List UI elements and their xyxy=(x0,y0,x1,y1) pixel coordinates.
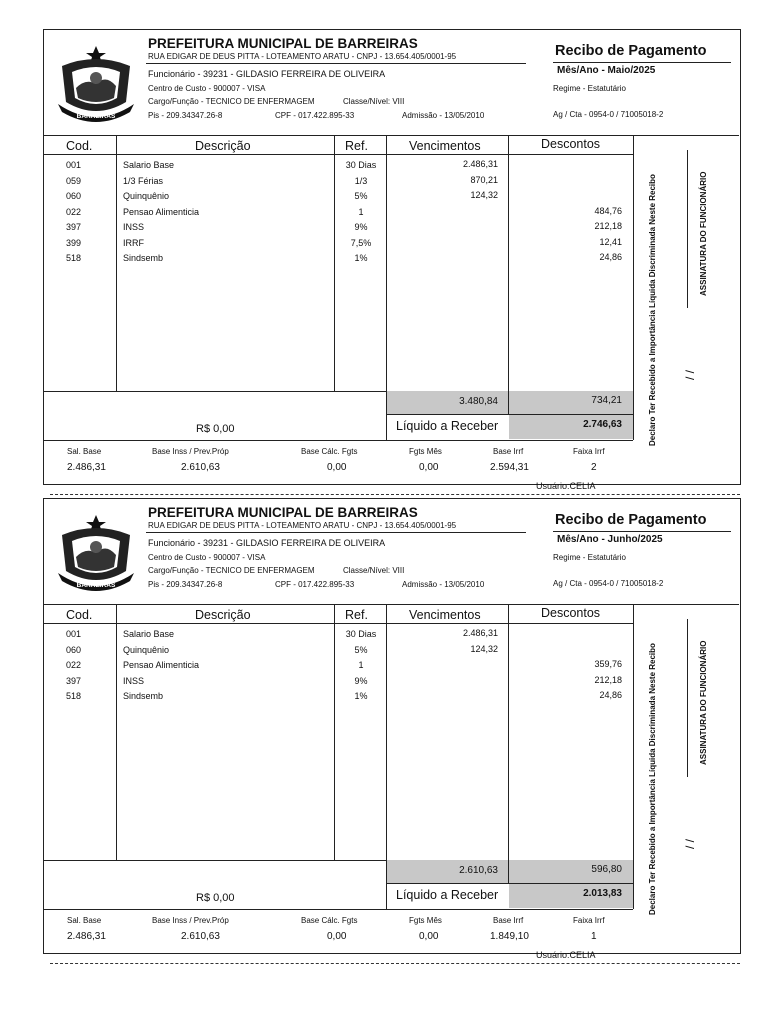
regime: Regime - Estatutário xyxy=(553,553,626,562)
row-cod: 059 xyxy=(66,175,82,186)
base-label: Base Inss / Prev.Próp xyxy=(152,447,229,456)
base-label: Base Irrf xyxy=(493,916,524,925)
payslip xyxy=(0,469,768,969)
table-top-line xyxy=(44,135,739,136)
row-cod: 022 xyxy=(66,660,82,670)
cut-line xyxy=(50,963,740,964)
col-header-venc: Vencimentos xyxy=(409,139,481,153)
row-disc: 24,86 xyxy=(599,252,622,262)
bank-account: Ag / Cta - 0954-0 / 71005018-2 xyxy=(553,110,664,119)
logo-text: BARREIRAS xyxy=(76,582,116,589)
bank-account: Ag / Cta - 0954-0 / 71005018-2 xyxy=(553,579,664,588)
regime: Regime - Estatutário xyxy=(553,84,626,93)
base-label: Faixa Irrf xyxy=(573,916,605,925)
side-declaration: Declaro Ter Recebido a Importância Líquida Discriminada Neste Recibo xyxy=(648,174,657,446)
date-mark: / / xyxy=(683,838,697,849)
base-value: 2 xyxy=(591,462,597,473)
row-cod: 518 xyxy=(66,253,82,263)
total-vencimentos: 2.610,63 xyxy=(459,865,498,876)
row-cod: 397 xyxy=(66,222,82,232)
base-value: 0,00 xyxy=(327,462,347,473)
org-address: RUA EDIGAR DE DEUS PITTA - LOTEAMENTO ARATU - CNPJ - 13.654.405/0001-95 xyxy=(148,52,457,61)
signature-line xyxy=(687,150,688,308)
admission-date: Admissão - 13/05/2010 xyxy=(402,580,485,589)
row-ref: 7,5% xyxy=(350,237,372,248)
base-label: Base Irrf xyxy=(493,447,524,456)
base-label: Sal. Base xyxy=(67,916,102,925)
row-cod: 060 xyxy=(66,644,82,655)
row-cod: 397 xyxy=(66,675,82,686)
row-disc: 24,86 xyxy=(599,690,622,700)
payslip xyxy=(0,0,768,500)
base-label: Fgts Mês xyxy=(409,916,442,925)
row-desc: INSS xyxy=(123,222,145,232)
side-signature: ASSINATURA DO FUNCIONÁRIO xyxy=(699,640,708,765)
col-header-cod: Cod. xyxy=(66,608,93,622)
row-desc: Salario Base xyxy=(123,160,175,170)
col-header-ref: Ref. xyxy=(345,139,368,153)
row-disc: 212,18 xyxy=(594,221,622,231)
date-mark: / / xyxy=(683,369,697,380)
row-cod: 399 xyxy=(66,237,82,248)
row-cod: 060 xyxy=(66,191,82,201)
base-label: Fgts Mês xyxy=(409,447,442,456)
row-ref: 1% xyxy=(354,253,368,263)
class-level: Classe/Nível: VIII xyxy=(343,566,405,575)
pis: Pis - 209.34347.26-8 xyxy=(148,580,223,589)
row-desc: Pensao Alimenticia xyxy=(123,660,200,670)
side-signature: ASSINATURA DO FUNCIONÁRIO xyxy=(699,171,708,296)
admission-date: Admissão - 13/05/2010 xyxy=(402,111,485,120)
row-desc: INSS xyxy=(123,675,145,686)
cost-center: Centro de Custo - 900007 - VISA xyxy=(148,553,266,562)
row-desc: Quinquênio xyxy=(123,191,170,201)
totals-mid-line xyxy=(387,883,633,884)
cpf: CPF - 017.422.895-33 xyxy=(275,111,355,120)
row-disc: 12,41 xyxy=(599,236,622,247)
title-divider xyxy=(553,62,731,63)
totals-bottom-line xyxy=(44,440,633,441)
receipt-title: Recibo de Pagamento xyxy=(555,43,707,59)
total-vencimentos: 3.480,84 xyxy=(459,396,498,407)
base-label: Faixa Irrf xyxy=(573,447,605,456)
employee-line: Funcionário - 39231 - GILDASIO FERREIRA DE OLIVEIRA xyxy=(148,538,386,548)
row-desc: Pensao Alimenticia xyxy=(123,206,200,217)
total-descontos: 596,80 xyxy=(591,864,622,875)
row-desc: 1/3 Férias xyxy=(123,175,164,186)
month-year: Mês/Ano - Maio/2025 xyxy=(557,65,656,76)
row-venc: 124,32 xyxy=(470,643,498,654)
col-sep xyxy=(508,604,509,883)
month-year: Mês/Ano - Junho/2025 xyxy=(557,534,663,545)
row-ref: 1/3 xyxy=(354,175,368,186)
base-value: 0,00 xyxy=(327,931,347,942)
signature-line xyxy=(687,619,688,777)
col-header-disc: Descontos xyxy=(541,137,601,151)
total-descontos: 734,21 xyxy=(591,395,622,406)
table-top-line xyxy=(44,604,739,605)
row-ref: 9% xyxy=(354,675,368,686)
base-value: 2.594,31 xyxy=(490,462,529,473)
user: Usuário:CELIA xyxy=(536,481,596,491)
header-row-line xyxy=(44,623,633,624)
col-header-venc: Vencimentos xyxy=(409,608,481,622)
row-ref: 1 xyxy=(358,206,364,217)
cpf: CPF - 017.422.895-33 xyxy=(275,580,355,589)
org-name: PREFEITURA MUNICIPAL DE BARREIRAS xyxy=(148,36,418,51)
row-cod: 518 xyxy=(66,691,82,701)
row-ref: 5% xyxy=(354,191,368,201)
base-value: 0,00 xyxy=(419,931,439,942)
row-desc: IRRF xyxy=(123,237,144,248)
row-venc: 124,32 xyxy=(470,190,498,200)
col-sep xyxy=(334,135,335,391)
col-header-desc: Descrição xyxy=(195,139,251,153)
logo-text: BARREIRAS xyxy=(76,113,116,120)
header-divider xyxy=(146,532,526,533)
row-desc: Quinquênio xyxy=(123,644,170,655)
col-sep xyxy=(116,604,117,860)
base-value: 1 xyxy=(591,931,597,942)
col-sep xyxy=(633,135,634,440)
row-ref: 9% xyxy=(354,222,368,232)
base-label: Base Inss / Prev.Próp xyxy=(152,916,229,925)
net-value: 2.013,83 xyxy=(583,888,622,899)
side-declaration: Declaro Ter Recebido a Importância Líquida Discriminada Neste Recibo xyxy=(648,643,657,915)
row-ref: 1% xyxy=(354,691,368,701)
base-label: Sal. Base xyxy=(67,447,102,456)
city-seal-icon xyxy=(52,513,140,595)
user: Usuário:CELIA xyxy=(536,950,596,960)
org-name: PREFEITURA MUNICIPAL DE BARREIRAS xyxy=(148,505,418,520)
base-value: 2.610,63 xyxy=(181,931,220,942)
cost-center: Centro de Custo - 900007 - VISA xyxy=(148,84,266,93)
header-divider xyxy=(146,63,526,64)
row-desc: Salario Base xyxy=(123,629,175,639)
col-sep xyxy=(334,604,335,860)
base-value: 2.486,31 xyxy=(67,462,106,473)
class-level: Classe/Nível: VIII xyxy=(343,97,405,106)
row-ref: 30 Dias xyxy=(345,160,377,170)
col-header-disc: Descontos xyxy=(541,606,601,620)
base-label: Base Cálc. Fgts xyxy=(301,916,358,925)
city-seal-icon xyxy=(52,44,140,126)
row-venc: 870,21 xyxy=(470,174,498,185)
row-disc: 484,76 xyxy=(594,205,622,216)
row-desc: Sindsemb xyxy=(123,691,164,701)
col-header-cod: Cod. xyxy=(66,139,93,153)
base-label: Base Cálc. Fgts xyxy=(301,447,358,456)
rs-value: R$ 0,00 xyxy=(196,423,235,435)
base-value: 0,00 xyxy=(419,462,439,473)
col-sep xyxy=(116,135,117,391)
totals-mid-line xyxy=(387,414,633,415)
rs-value: R$ 0,00 xyxy=(196,892,235,904)
row-ref: 1 xyxy=(358,660,364,670)
base-value: 2.486,31 xyxy=(67,931,106,942)
receipt-title: Recibo de Pagamento xyxy=(555,512,707,528)
pis: Pis - 209.34347.26-8 xyxy=(148,111,223,120)
col-sep xyxy=(633,604,634,909)
row-disc: 212,18 xyxy=(594,674,622,685)
col-sep xyxy=(508,135,509,414)
net-label: Líquido a Receber xyxy=(396,888,499,902)
col-header-ref: Ref. xyxy=(345,608,368,622)
row-desc: Sindsemb xyxy=(123,253,164,263)
net-value: 2.746,63 xyxy=(583,419,622,430)
header-row-line xyxy=(44,154,633,155)
row-disc: 359,76 xyxy=(594,659,622,669)
col-header-desc: Descrição xyxy=(195,608,251,622)
net-label: Líquido a Receber xyxy=(396,419,499,433)
row-ref: 5% xyxy=(354,644,368,655)
title-divider xyxy=(553,531,731,532)
row-cod: 001 xyxy=(66,629,82,639)
row-venc: 2.486,31 xyxy=(462,628,498,638)
row-cod: 022 xyxy=(66,206,82,217)
row-ref: 30 Dias xyxy=(345,629,377,639)
base-value: 2.610,63 xyxy=(181,462,220,473)
row-venc: 2.486,31 xyxy=(462,159,498,169)
org-address: RUA EDIGAR DE DEUS PITTA - LOTEAMENTO ARATU - CNPJ - 13.654.405/0001-95 xyxy=(148,521,457,530)
totals-bottom-line xyxy=(44,909,633,910)
row-cod: 001 xyxy=(66,160,82,170)
employee-line: Funcionário - 39231 - GILDASIO FERREIRA DE OLIVEIRA xyxy=(148,69,386,79)
base-value: 1.849,10 xyxy=(490,931,529,942)
role: Cargo/Função - TECNICO DE ENFERMAGEM xyxy=(148,566,315,575)
role: Cargo/Função - TECNICO DE ENFERMAGEM xyxy=(148,97,315,106)
